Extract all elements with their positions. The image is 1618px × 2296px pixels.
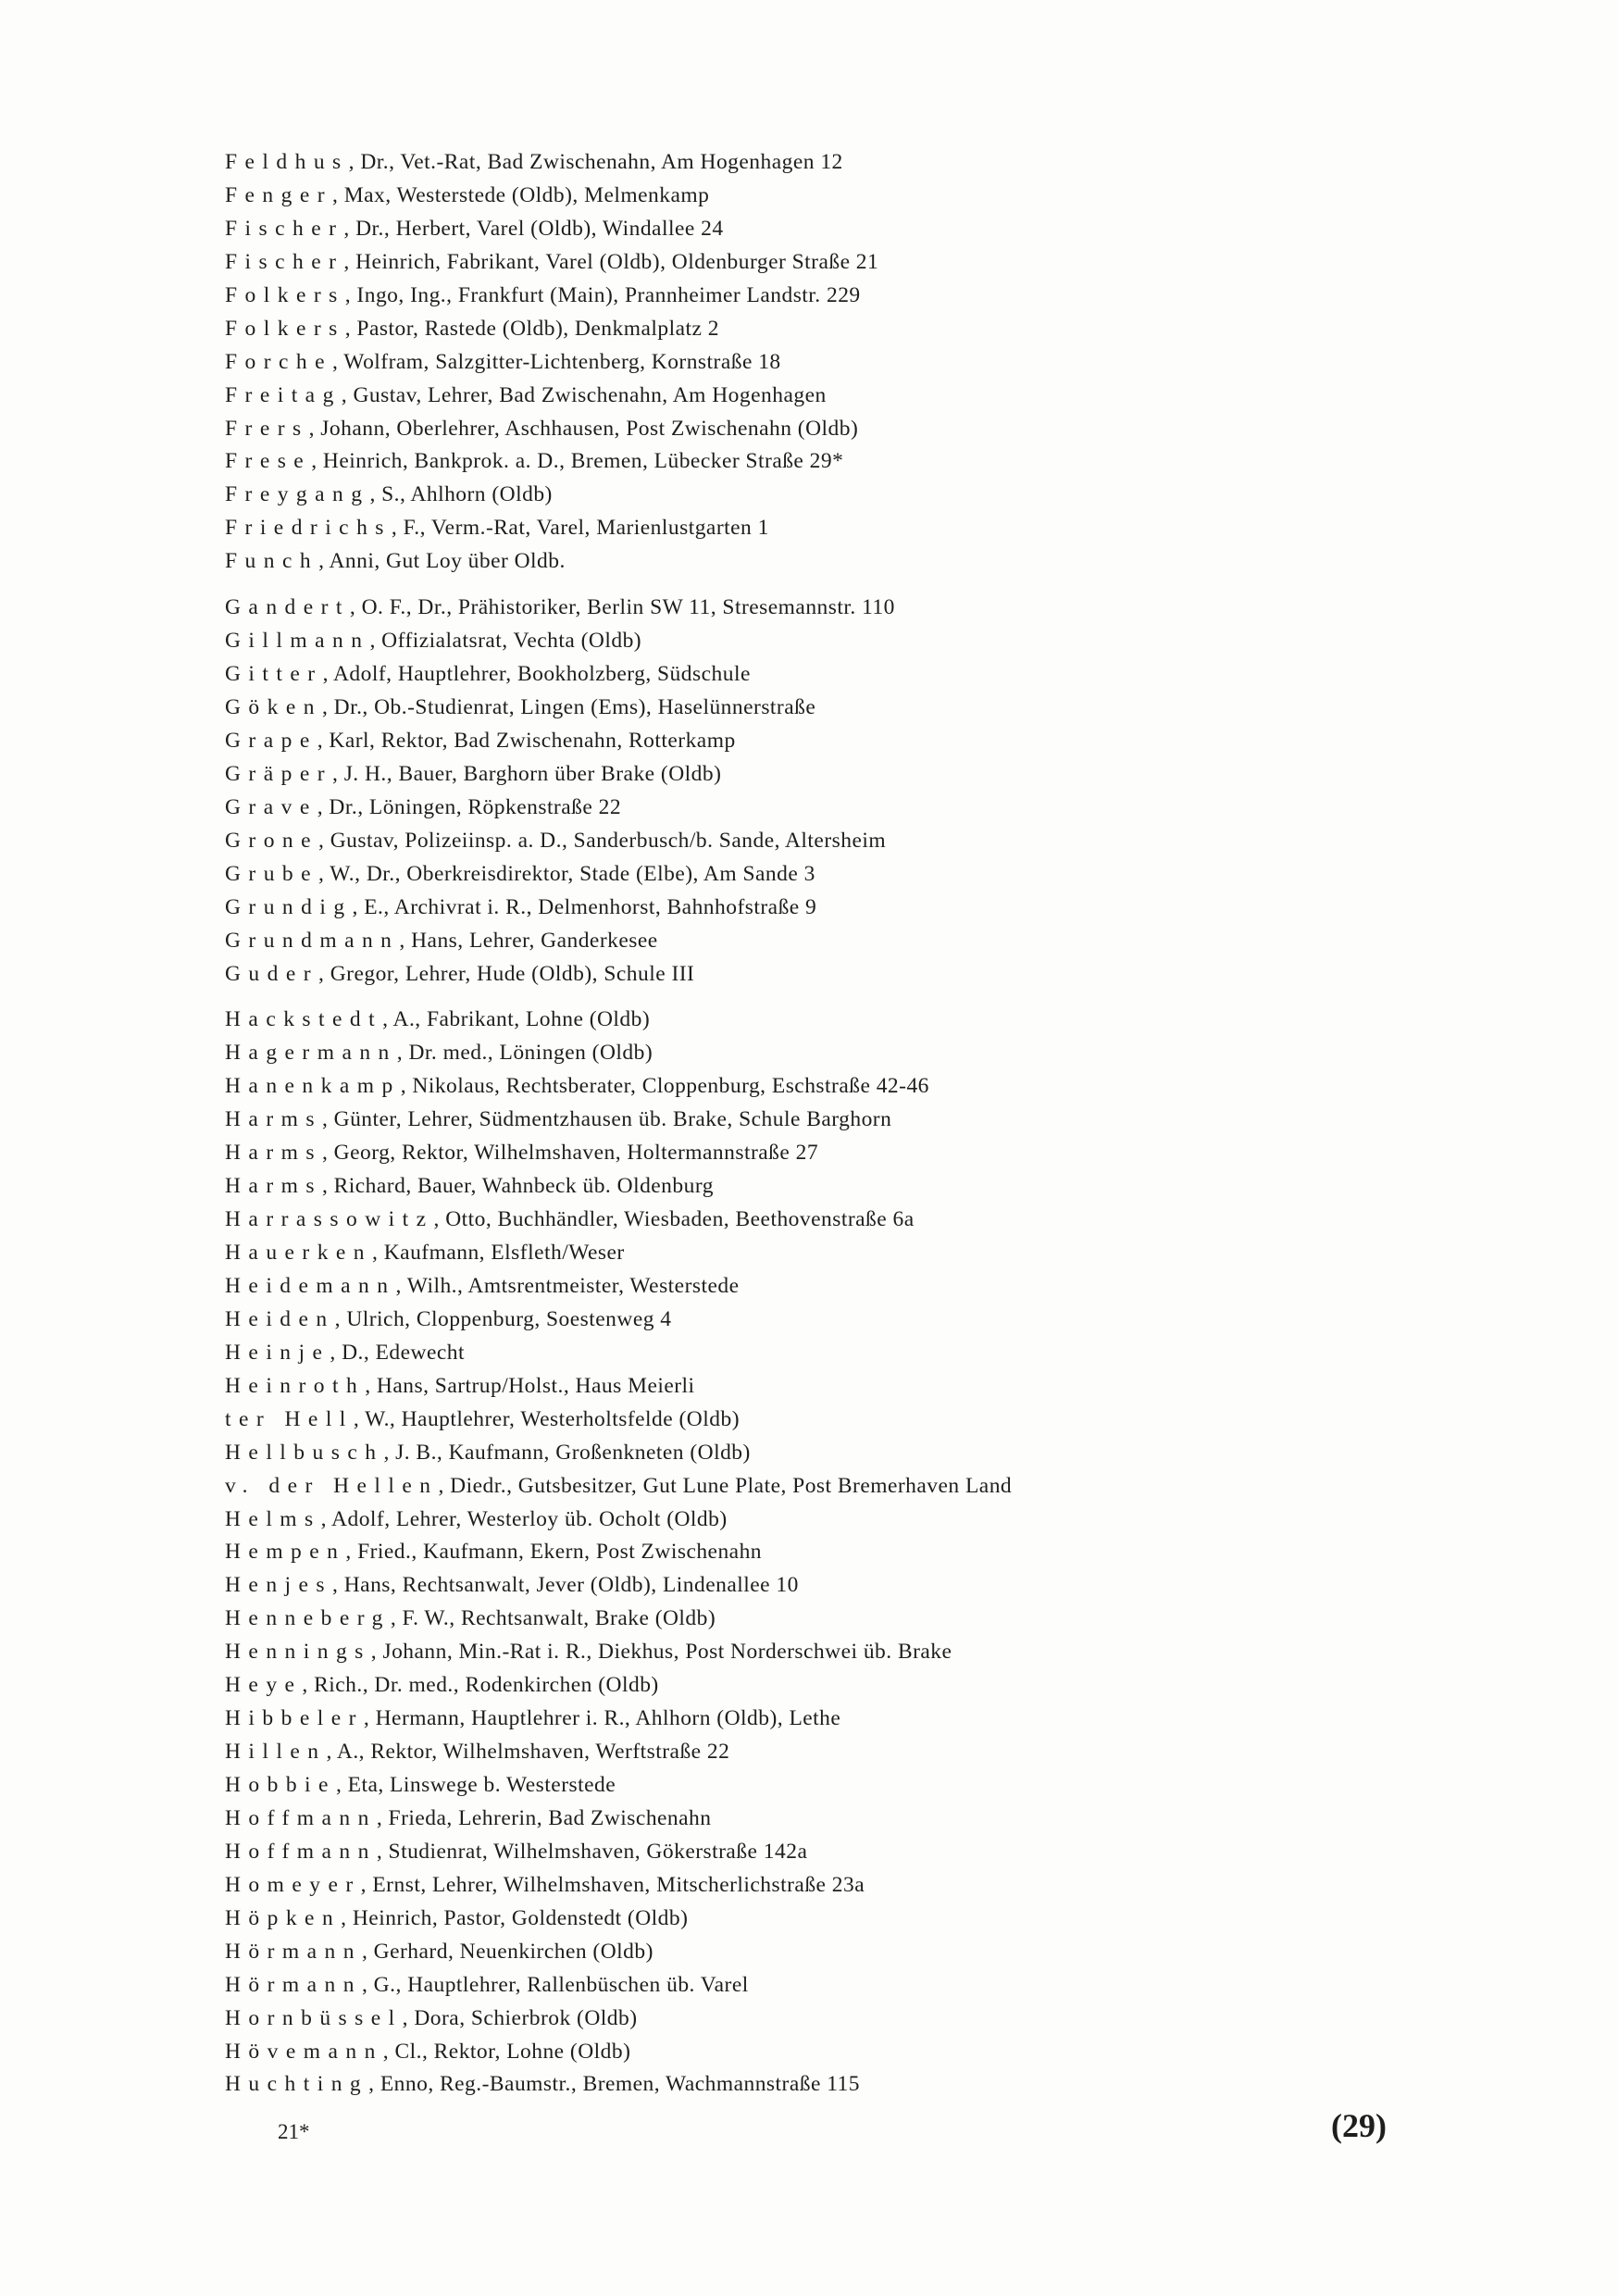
entry-details: , Adolf, Lehrer, Westerloy üb. Ocholt (Oldb) <box>320 1506 728 1531</box>
entry-details: , Heinrich, Bankprok. a. D., Bremen, Lübecker Straße 29* <box>311 449 844 474</box>
entry-surname: Frese <box>225 449 312 474</box>
entry-surname: Freygang <box>225 482 370 507</box>
list-item <box>225 792 1428 825</box>
entry-details: , Kaufmann, Elsfleth/Weser <box>372 1241 625 1265</box>
list-item <box>225 1536 1428 1569</box>
entry-details: , E., Archivrat i. R., Delmenhorst, Bahnhofstraße 9 <box>352 894 817 919</box>
entry-details: , Max, Westerstede (Oldb), Melmenkamp <box>332 182 710 207</box>
entry-surname: Göken <box>225 695 322 719</box>
entry-surname: Henneberg <box>225 1606 391 1631</box>
entry-details: , Rich., Dr. med., Rodenkirchen (Oldb) <box>302 1673 659 1698</box>
entry-details: , Dr. med., Löningen (Oldb) <box>396 1041 653 1066</box>
entry-surname: Huchting <box>225 2072 369 2097</box>
list-item <box>225 280 1428 313</box>
entry-surname: Fischer <box>225 249 344 274</box>
entry-details: , Johann, Min.-Rat i. R., Diekhus, Post Norderschwei üb. Brake <box>370 1640 952 1665</box>
entry-details: , Enno, Reg.-Baumstr., Bremen, Wachmannstraße 115 <box>368 2072 860 2097</box>
entry-details: , Heinrich, Pastor, Goldenstedt (Oldb) <box>341 1905 689 1930</box>
entry-surname: Gitter <box>225 662 323 687</box>
entry-surname: Hackstedt <box>225 1007 383 1032</box>
entry-surname: Frers <box>225 416 309 441</box>
entry-surname: Grave <box>225 794 317 819</box>
entry-surname: Grundig <box>225 894 353 919</box>
list-item <box>225 2036 1428 2069</box>
entry-surname: Höpken <box>225 1905 342 1930</box>
list-item <box>225 1237 1428 1270</box>
list-item <box>225 1936 1428 1969</box>
entry-surname: Freitag <box>225 382 342 407</box>
entry-surname: Fenger <box>225 182 333 207</box>
list-item <box>225 1004 1428 1037</box>
entry-surname: Hörmann <box>225 1939 362 1964</box>
entry-details: , Dr., Herbert, Varel (Oldb), Windallee 24 <box>343 216 724 241</box>
list-item <box>225 146 1428 180</box>
entry-details: , Hans, Lehrer, Ganderkesee <box>399 928 658 953</box>
list-item <box>225 246 1428 280</box>
entry-details: , Wilh., Amtsrentmeister, Westerstede <box>395 1273 740 1298</box>
entry-details: , Otto, Buchhändler, Wiesbaden, Beethovenstraße 6a <box>433 1207 915 1232</box>
entry-details: , Hans, Rechtsanwalt, Jever (Oldb), Lindenallee 10 <box>332 1573 799 1598</box>
entry-details: , Dr., Vet.-Rat, Bad Zwischenahn, Am Hogenhagen 12 <box>348 150 843 174</box>
entry-surname: Grundmann <box>225 928 400 953</box>
list-item <box>225 692 1428 725</box>
list-item <box>225 1204 1428 1237</box>
entry-details: , J. H., Bauer, Barghorn über Brake (Oldb) <box>332 761 722 786</box>
list-item <box>225 925 1428 958</box>
list-item <box>225 1836 1428 1869</box>
entry-surname: Harms <box>225 1141 322 1166</box>
entry-details: , S., Ahlhorn (Oldb) <box>369 482 553 507</box>
list-item <box>225 1569 1428 1603</box>
entry-details: , Heinrich, Fabrikant, Varel (Oldb), Oldenburger Straße 21 <box>343 249 879 274</box>
list-item <box>225 380 1428 413</box>
list-item <box>225 1037 1428 1070</box>
entry-surname: Hauerken <box>225 1241 373 1265</box>
list-item <box>225 725 1428 758</box>
list-item <box>225 1470 1428 1504</box>
entry-surname: Funch <box>225 549 319 574</box>
entry-surname: Feldhus <box>225 150 349 174</box>
entry-surname: Harrassowitz <box>225 1207 434 1232</box>
entry-details: , Nikolaus, Rechtsberater, Cloppenburg, Eschstraße 42-46 <box>400 1074 929 1099</box>
list-item <box>225 180 1428 213</box>
entry-surname: Homeyer <box>225 1872 361 1897</box>
entry-surname: Fischer <box>225 216 344 241</box>
entry-surname: Hagermann <box>225 1041 397 1066</box>
entry-surname: Hillen <box>225 1740 327 1765</box>
list-item <box>225 1304 1428 1337</box>
entry-surname: Forche <box>225 349 333 374</box>
list-item <box>225 1903 1428 1936</box>
entry-details: , Pastor, Rastede (Oldb), Denkmalplatz 2 <box>344 316 719 341</box>
member-list <box>225 146 1428 2102</box>
list-item <box>225 1504 1428 1537</box>
list-item <box>225 545 1428 579</box>
entry-surname: Heidemann <box>225 1273 396 1298</box>
list-item <box>225 892 1428 925</box>
page-number: (29) <box>1331 2107 1387 2144</box>
entry-details: , Offizialatsrat, Vechta (Oldb) <box>369 629 642 654</box>
list-item <box>225 758 1428 792</box>
list-item <box>225 1170 1428 1204</box>
entry-details: , Frieda, Lehrerin, Bad Zwischenahn <box>376 1805 712 1830</box>
entry-surname: Folkers <box>225 282 345 307</box>
list-item <box>225 1736 1428 1769</box>
entry-details: , F. W., Rechtsanwalt, Brake (Oldb) <box>390 1606 716 1631</box>
entry-surname: Guder <box>225 961 319 986</box>
list-item <box>225 858 1428 892</box>
entry-surname: Grube <box>225 861 319 886</box>
entry-surname: Hobbie <box>225 1773 336 1797</box>
list-item <box>225 658 1428 692</box>
entry-details: , O. F., Dr., Prähistoriker, Berlin SW 11, Stresemannstr. 110 <box>349 595 895 620</box>
entry-surname: Hörmann <box>225 1972 362 1997</box>
entry-surname: Gandert <box>225 595 350 620</box>
list-item <box>225 213 1428 246</box>
entry-surname: Hennings <box>225 1640 371 1665</box>
entry-details: , W., Dr., Oberkreisdirektor, Stade (Elbe), Am Sande 3 <box>318 861 815 886</box>
list-item <box>225 313 1428 346</box>
entry-details: , Johann, Oberlehrer, Aschhausen, Post Zwischenahn (Oldb) <box>308 416 859 441</box>
list-item <box>225 958 1428 992</box>
list-item <box>225 1070 1428 1104</box>
list-item <box>225 1104 1428 1137</box>
list-item <box>225 1869 1428 1903</box>
entry-details: , Dr., Löningen, Röpkenstraße 22 <box>317 794 622 819</box>
entry-surname: v. der Hellen <box>225 1473 439 1498</box>
list-item <box>225 1370 1428 1404</box>
entry-surname: Hanenkamp <box>225 1074 401 1099</box>
entry-details: , Dora, Schierbrok (Oldb) <box>402 2005 638 2030</box>
entry-details: , Karl, Rektor, Bad Zwischenahn, Rotterkamp <box>317 728 736 753</box>
list-item <box>225 1603 1428 1636</box>
list-item <box>225 1969 1428 2003</box>
entry-surname: Gillmann <box>225 629 370 654</box>
entry-details: , Gustav, Polizeiinsp. a. D., Sanderbusch/b. Sande, Altersheim <box>318 828 887 853</box>
entry-details: , A., Rektor, Wilhelmshaven, Werftstraße 22 <box>326 1740 730 1765</box>
entry-details: , Diedr., Gutsbesitzer, Gut Lune Plate, Post Bremerhaven Land <box>438 1473 1013 1498</box>
list-item <box>225 592 1428 625</box>
entry-surname: Helms <box>225 1506 321 1531</box>
entry-details: , Studienrat, Wilhelmshaven, Gökerstraße 142a <box>376 1839 808 1864</box>
entry-surname: Heinroth <box>225 1373 366 1398</box>
sheet-signature: 21* <box>278 2120 310 2143</box>
entry-details: , Ingo, Ing., Frankfurt (Main), Prannheimer Landstr. 229 <box>344 282 861 307</box>
entry-surname: Heye <box>225 1673 303 1698</box>
entry-details: , F., Verm.-Rat, Varel, Marienlustgarten 1 <box>391 516 769 541</box>
entry-details: , Günter, Lehrer, Südmentzhausen üb. Brake, Schule Barghorn <box>321 1107 892 1132</box>
list-item <box>225 346 1428 380</box>
entry-surname: Gräper <box>225 761 332 786</box>
list-item <box>225 1404 1428 1437</box>
list-item <box>225 445 1428 479</box>
entry-surname: Grape <box>225 728 317 753</box>
entry-details: , Adolf, Hauptlehrer, Bookholzberg, Südschule <box>322 662 751 687</box>
entry-details: , Georg, Rektor, Wilhelmshaven, Holtermannstraße 27 <box>321 1141 819 1166</box>
entry-details: , Gerhard, Neuenkirchen (Oldb) <box>361 1939 653 1964</box>
entry-details: , Richard, Bauer, Wahnbeck üb. Oldenburg <box>321 1174 714 1199</box>
list-item <box>225 1337 1428 1370</box>
list-item <box>225 413 1428 446</box>
entry-details: , Gregor, Lehrer, Hude (Oldb), Schule III <box>318 961 695 986</box>
entry-surname: Hoffmann <box>225 1839 377 1864</box>
entry-surname: Heinje <box>225 1340 330 1365</box>
entry-details: , D., Edewecht <box>330 1340 465 1365</box>
list-item <box>225 625 1428 658</box>
entry-surname: Hoffmann <box>225 1805 377 1830</box>
entry-surname: Folkers <box>225 316 345 341</box>
list-item <box>225 1636 1428 1669</box>
entry-details: , Hermann, Hauptlehrer i. R., Ahlhorn (Oldb), Lethe <box>363 1706 841 1731</box>
entry-surname: Hibbeler <box>225 1706 364 1731</box>
list-item <box>225 825 1428 858</box>
entry-details: , Cl., Rektor, Lohne (Oldb) <box>382 2039 631 2064</box>
entry-details: , A., Fabrikant, Lohne (Oldb) <box>382 1007 651 1032</box>
entry-surname: Hempen <box>225 1540 346 1565</box>
entry-surname: ter Hell <box>225 1406 354 1431</box>
entry-details: , Eta, Linswege b. Westerstede <box>335 1773 616 1797</box>
entry-surname: Hellbusch <box>225 1440 384 1465</box>
entry-surname: Harms <box>225 1174 322 1199</box>
list-item <box>225 1137 1428 1170</box>
entry-surname: Hornbüssel <box>225 2005 403 2030</box>
entry-details: , Fried., Kaufmann, Ekern, Post Zwischenahn <box>345 1540 763 1565</box>
list-item <box>225 2003 1428 2036</box>
entry-details: , Ernst, Lehrer, Wilhelmshaven, Mitscherlichstraße 23a <box>360 1872 865 1897</box>
entry-details: , J. B., Kaufmann, Großenkneten (Oldb) <box>383 1440 751 1465</box>
entry-surname: Heiden <box>225 1306 335 1331</box>
list-item <box>225 1270 1428 1304</box>
entry-surname: Friedrichs <box>225 516 392 541</box>
list-item <box>225 1769 1428 1803</box>
entry-surname: Hövemann <box>225 2039 383 2064</box>
entry-surname: Harms <box>225 1107 322 1132</box>
list-item <box>225 1803 1428 1836</box>
list-item <box>225 1437 1428 1470</box>
entry-details: , Gustav, Lehrer, Bad Zwischenahn, Am Hogenhagen <box>341 382 827 407</box>
entry-details: , Ulrich, Cloppenburg, Soestenweg 4 <box>334 1306 672 1331</box>
list-item <box>225 1703 1428 1736</box>
entry-details: , W., Hauptlehrer, Westerholtsfelde (Oldb) <box>353 1406 740 1431</box>
entry-details: , Dr., Ob.-Studienrat, Lingen (Ems), Haselünnerstraße <box>321 695 816 719</box>
list-item <box>225 512 1428 545</box>
entry-surname: Henjes <box>225 1573 333 1598</box>
entry-details: , G., Hauptlehrer, Rallenbüschen üb. Varel <box>361 1972 749 1997</box>
list-item <box>225 2068 1428 2102</box>
entry-details: , Wolfram, Salzgitter-Lichtenberg, Kornstraße 18 <box>332 349 781 374</box>
entry-surname: Grone <box>225 828 319 853</box>
list-item <box>225 479 1428 512</box>
list-item <box>225 1669 1428 1703</box>
entry-details: , Hans, Sartrup/Holst., Haus Meierli <box>365 1373 695 1398</box>
entry-details: , Anni, Gut Loy über Oldb. <box>318 549 566 574</box>
